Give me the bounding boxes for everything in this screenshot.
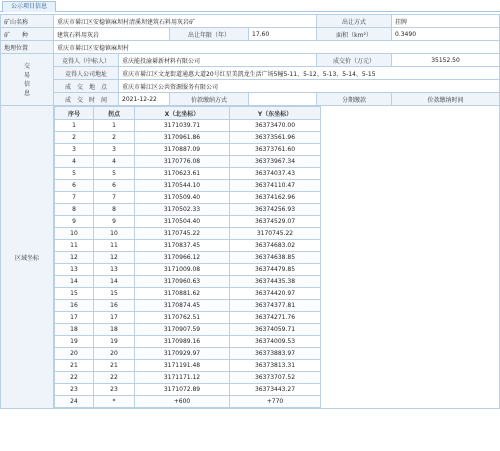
table-row (55, 372, 321, 384)
table-cell: 6 (94, 180, 135, 192)
price-value: 35152.50 (392, 54, 500, 67)
table-cell: 3 (94, 144, 135, 156)
area-value: 0.3490 (392, 28, 500, 41)
table-cell: 2 (94, 132, 135, 144)
table-row (55, 216, 321, 228)
table-cell: 36374420.97 (230, 288, 321, 300)
table-cell: 8 (55, 204, 94, 216)
table-cell: 36373443.27 (230, 384, 321, 396)
table-cell: 36374377.81 (230, 300, 321, 312)
table-row (55, 228, 321, 240)
table-row (55, 156, 321, 168)
term-value: 17.60 (249, 28, 317, 41)
table-cell: 3171171.12 (135, 372, 230, 384)
place-label: 成 交 地 点 (54, 80, 119, 93)
table-cell: 15 (94, 288, 135, 300)
table-cell: 3171009.08 (135, 264, 230, 276)
table-cell: 36374271.76 (230, 312, 321, 324)
table-cell: 21 (94, 360, 135, 372)
project-info-table (0, 14, 500, 409)
table-cell: 3170502.33 (135, 204, 230, 216)
table-cell: 36373707.52 (230, 372, 321, 384)
address-label: 竞得人公司地址 (54, 67, 119, 80)
table-cell: 3170745.22 (135, 228, 230, 240)
table-cell: 7 (55, 192, 94, 204)
pay-time-label: 价款缴纳时间 (392, 93, 500, 106)
table-cell: 11 (94, 240, 135, 252)
table-cell: 3170961.86 (135, 132, 230, 144)
table-cell: +770 (230, 396, 321, 408)
table-row (55, 252, 321, 264)
table-row (55, 240, 321, 252)
table-cell: 36373561.96 (230, 132, 321, 144)
table-cell: 9 (55, 216, 94, 228)
table-cell: 1 (55, 120, 94, 132)
table-cell: 3171072.89 (135, 384, 230, 396)
table-cell: 13 (94, 264, 135, 276)
table-cell: 3170776.08 (135, 156, 230, 168)
tab-bar (0, 0, 500, 12)
table-cell: 3170544.10 (135, 180, 230, 192)
table-cell: 17 (55, 312, 94, 324)
table-row (55, 324, 321, 336)
coords-header: 序号 (55, 107, 94, 120)
table-cell: 36373470.00 (230, 120, 321, 132)
table-cell: 19 (94, 336, 135, 348)
table-cell: 36374009.53 (230, 336, 321, 348)
table-cell: 16 (94, 300, 135, 312)
table-cell: 20 (55, 348, 94, 360)
table-cell: 3170745.22 (230, 228, 321, 240)
table-row (55, 120, 321, 132)
table-row (55, 192, 321, 204)
table-cell: 5 (94, 168, 135, 180)
table-cell: 36374638.85 (230, 252, 321, 264)
term-label: 出让年限（年） (170, 28, 249, 41)
transfer-method-label: 出让方式 (317, 15, 392, 28)
mine-name-label: 矿山名称 (1, 15, 54, 28)
transfer-method-value: 挂牌 (392, 15, 500, 28)
table-cell: 3171191.48 (135, 360, 230, 372)
table-cell: 4 (55, 156, 94, 168)
table-cell: 22 (55, 372, 94, 384)
table-row (55, 396, 321, 408)
location-label: 地理位置 (1, 41, 54, 54)
table-cell: 23 (55, 384, 94, 396)
table-cell: 36373883.97 (230, 348, 321, 360)
table-cell: 19 (55, 336, 94, 348)
table-cell: 3 (55, 144, 94, 156)
table-cell: 1 (94, 120, 135, 132)
table-row (55, 384, 321, 396)
table-cell: 14 (94, 276, 135, 288)
table-cell: 36373813.31 (230, 360, 321, 372)
pay-method-label: 价款缴纳方式 (170, 93, 249, 106)
table-cell: 3170960.63 (135, 276, 230, 288)
coords-cell (54, 106, 500, 409)
table-cell: 36374256.93 (230, 204, 321, 216)
table-cell: 12 (55, 252, 94, 264)
table-cell: 11 (55, 240, 94, 252)
time-value: 2021-12-22 (119, 93, 170, 106)
price-label: 成交价（万元） (317, 54, 392, 67)
table-cell: 12 (94, 252, 135, 264)
table-row (55, 360, 321, 372)
coords-header: Y（东坐标） (230, 107, 321, 120)
deal-group-char: 易 (23, 71, 30, 79)
installments-label: 分期缴款 (317, 93, 392, 106)
table-cell: 36374162.96 (230, 192, 321, 204)
table-cell: 3170504.40 (135, 216, 230, 228)
coords-header: X（北坐标） (135, 107, 230, 120)
table-cell: 3170881.62 (135, 288, 230, 300)
tab-project-info[interactable]: 公示项目信息 (2, 1, 56, 12)
table-cell: 5 (55, 168, 94, 180)
coords-label: 区域坐标 (1, 106, 54, 409)
table-cell: 16 (55, 300, 94, 312)
table-cell: 36374037.43 (230, 168, 321, 180)
table-cell: 36373761.60 (230, 144, 321, 156)
table-cell: 3170762.51 (135, 312, 230, 324)
winner-value: 重庆能投渝綦新材料有限公司 (119, 54, 317, 67)
table-cell: 17 (94, 312, 135, 324)
table-cell: 2 (55, 132, 94, 144)
table-cell: 23 (94, 384, 135, 396)
table-cell: 3170989.16 (135, 336, 230, 348)
table-cell: 15 (55, 288, 94, 300)
table-cell: 3170887.09 (135, 144, 230, 156)
table-cell: 8 (94, 204, 135, 216)
table-row (55, 300, 321, 312)
pay-method-value (249, 93, 317, 106)
table-cell: 3170837.45 (135, 240, 230, 252)
table-cell: 36373967.34 (230, 156, 321, 168)
table-cell: 20 (94, 348, 135, 360)
table-cell: 9 (94, 216, 135, 228)
mineral-label: 矿 种 (1, 28, 54, 41)
location-value: 重庆市綦江区安稳镇麻坝村 (54, 41, 500, 54)
table-cell: 10 (55, 228, 94, 240)
table-cell: 21 (55, 360, 94, 372)
table-row (55, 276, 321, 288)
table-cell: 3170929.97 (135, 348, 230, 360)
table-row (55, 336, 321, 348)
table-cell: 3170623.61 (135, 168, 230, 180)
time-label: 成 交 时 间 (54, 93, 119, 106)
mine-name-value: 重庆市綦江区安稳镇麻坝村清溪坝建筑石料用灰岩矿 (54, 15, 317, 28)
table-cell: 10 (94, 228, 135, 240)
table-cell: 36374435.38 (230, 276, 321, 288)
table-cell: 3171039.71 (135, 120, 230, 132)
table-cell: 22 (94, 372, 135, 384)
mineral-value: 建筑石料用灰岩 (54, 28, 170, 41)
table-cell: 18 (94, 324, 135, 336)
table-cell: 36374110.47 (230, 180, 321, 192)
table-cell: +600 (135, 396, 230, 408)
place-value: 重庆市綦江区公共资源服务有限公司 (119, 80, 500, 93)
coords-header: 拐点 (94, 107, 135, 120)
table-cell: 6 (55, 180, 94, 192)
table-cell: * (94, 396, 135, 408)
winner-label: 竞得人（中标人） (54, 54, 119, 67)
table-cell: 14 (55, 276, 94, 288)
coords-body (55, 120, 321, 408)
deal-group-char: 息 (23, 89, 30, 97)
table-cell: 3170874.45 (135, 300, 230, 312)
table-row (55, 204, 321, 216)
table-row (55, 264, 321, 276)
table-row (55, 168, 321, 180)
table-row (55, 348, 321, 360)
table-cell: 13 (55, 264, 94, 276)
deal-group-char: 信 (23, 80, 30, 88)
table-cell: 18 (55, 324, 94, 336)
table-row (55, 288, 321, 300)
table-cell: 24 (55, 396, 94, 408)
table-cell: 36374479.85 (230, 264, 321, 276)
table-row (55, 312, 321, 324)
table-cell: 3170966.12 (135, 252, 230, 264)
coords-table (54, 106, 321, 408)
area-label: 面积（km²） (317, 28, 392, 41)
deal-group-char: 交 (23, 62, 30, 70)
deal-group-label (1, 54, 54, 106)
table-cell: 3170509.40 (135, 192, 230, 204)
table-cell: 36374059.71 (230, 324, 321, 336)
table-cell: 7 (94, 192, 135, 204)
table-cell: 3170907.59 (135, 324, 230, 336)
table-row (55, 180, 321, 192)
address-value: 重庆市綦江区文龙街道通惠大道20号红星美凯龙生活广场5幢5-11、5-12、5-13、5-14、5-15 (119, 67, 500, 80)
table-cell: 36374529.07 (230, 216, 321, 228)
table-cell: 36374683.02 (230, 240, 321, 252)
table-cell: 4 (94, 156, 135, 168)
table-row (55, 132, 321, 144)
table-row (55, 144, 321, 156)
